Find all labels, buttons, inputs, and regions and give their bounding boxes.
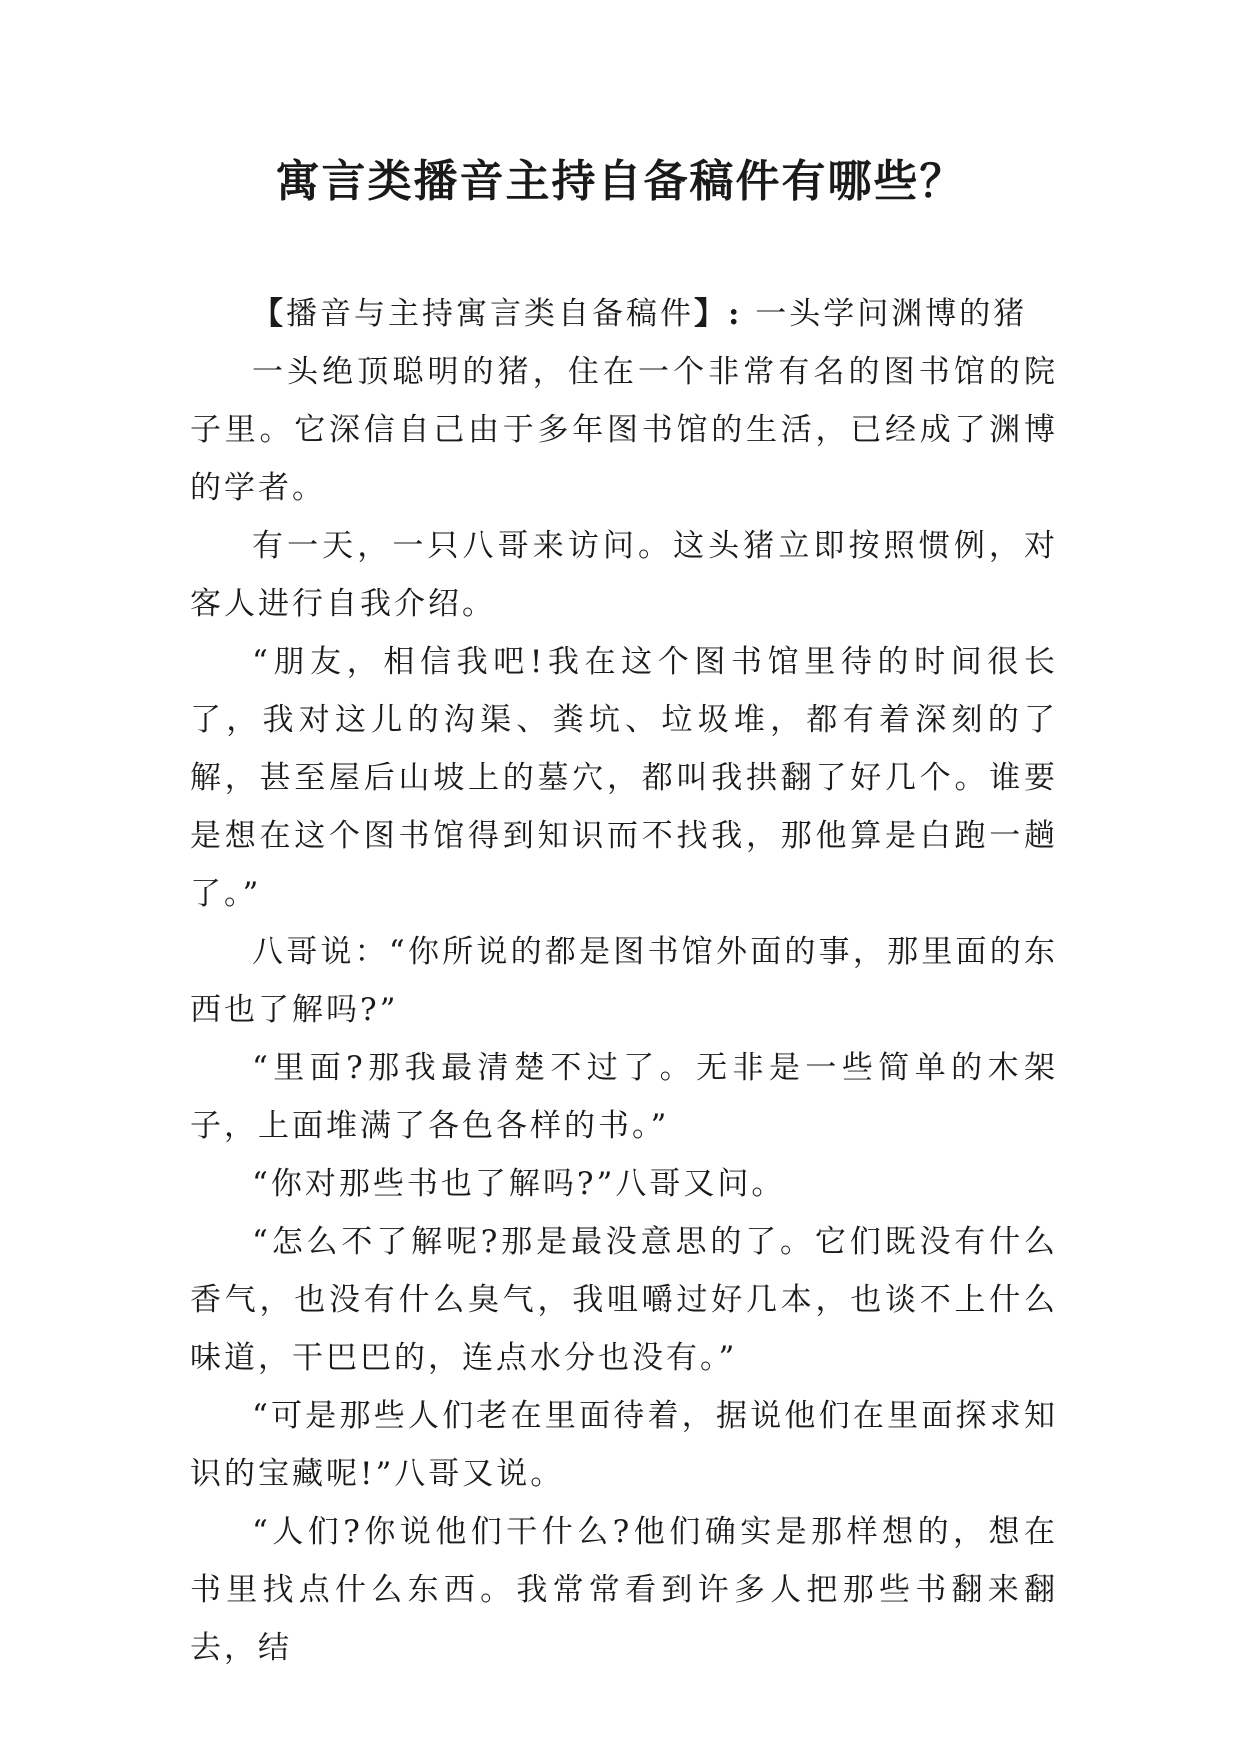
paragraph: “怎么不了解呢?那是最没意思的了。它们既没有什么香气，也没有什么臭气，我咀嚼过好几本，也谈不上什么味道，干巴巴的，连点水分也没有。”: [190, 1224, 1058, 1376]
page-title: 寓言类播音主持自备稿件有哪些？: [275, 156, 966, 207]
lead-subtitle: 一头学问渊博的猪: [742, 296, 1028, 332]
paragraph: 有一天，一只八哥来访问。这头猪立即按照惯例，对客人进行自我介绍。: [190, 528, 1058, 622]
lead-label: 播音与主持寓言类自备稿件: [286, 296, 694, 332]
lead-bracket-open: 【: [252, 296, 286, 332]
paragraph: “可是那些人们老在里面待着，据说他们在里面探求知识的宝藏呢!”八哥又说。: [190, 1398, 1058, 1492]
paragraph: “朋友，相信我吧!我在这个图书馆里待的时间很长了，我对这儿的沟渠、粪坑、垃圾堆，都有着深刻的了解，甚至屋后山坡上的墓穴，都叫我拱翻了好几个。谁要是想在这个图书馆得到知识而不找我，那他算是白跑一趟了。”: [190, 644, 1058, 912]
paragraph: 八哥说：“你所说的都是图书馆外面的事，那里面的东西也了解吗?”: [190, 934, 1058, 1028]
paragraph: 一头绝顶聪明的猪，住在一个非常有名的图书馆的院子里。它深信自己由于多年图书馆的生活，已经成了渊博的学者。: [190, 354, 1058, 506]
lead-bracket-close: 】: [694, 296, 728, 332]
lead-line: [190, 285, 1058, 343]
lead-colon: :: [728, 296, 743, 332]
paragraph: “里面?那我最清楚不过了。无非是一些简单的木架子，上面堆满了各色各样的书。”: [190, 1050, 1058, 1144]
document-body: [190, 285, 1058, 1677]
paragraph: “你对那些书也了解吗?”八哥又问。: [252, 1166, 786, 1202]
paragraph: “人们?你说他们干什么?他们确实是那样想的，想在书里找点什么东西。我常常看到许多人把那些书翻来翻去，结: [190, 1514, 1058, 1666]
